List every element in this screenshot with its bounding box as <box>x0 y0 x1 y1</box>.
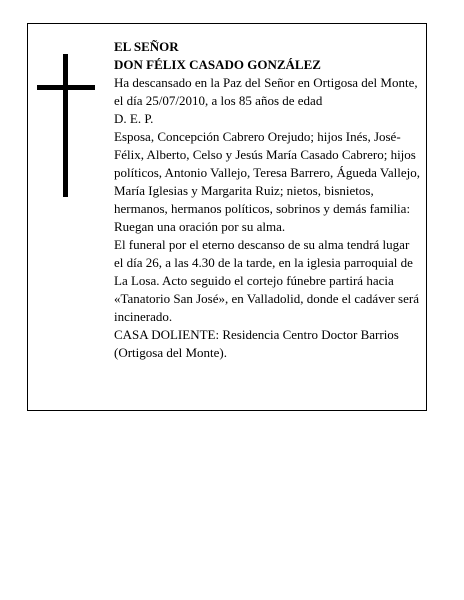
deceased-name: DON FÉLIX CASADO GONZÁLEZ <box>114 57 321 72</box>
death-info: Ha descansado en la Paz del Señor en Ortigosa del Monte, el día 25/07/2010, a los 85 años de edad <box>114 75 418 108</box>
prayer-request: Ruegan una oración por su alma. <box>114 219 286 234</box>
latin-cross-icon <box>63 54 68 197</box>
latin-cross-icon-bar <box>37 85 95 90</box>
family-members: Esposa, Concepción Cabrero Orejudo; hijos Inés, José-Félix, Alberto, Celso y Jesús María Casado Cabrero; hijos políticos, Antonio Vallejo, Teresa Barrero, Águeda Vallejo, María Iglesias y Margarita Ruiz; nietos, bisnietos, hermanos, hermanos políticos, sobrinos y demás familia: <box>114 129 420 216</box>
mourning-house: CASA DOLIENTE: Residencia Centro Doctor Barrios (Ortigosa del Monte). <box>114 327 399 360</box>
obituary-text <box>114 38 420 362</box>
funeral-details: El funeral por el eterno descanso de su alma tendrá lugar el día 26, a las 4.30 de la tarde, en la iglesia parroquial de La Losa. Acto seguido el cortejo fúnebre partirá hacia «Tanatorio San José», en Valladolid, donde el cadáver será incinerado. <box>114 237 419 324</box>
title-honorific: EL SEÑOR <box>114 39 179 54</box>
dep-abbreviation: D. E. P. <box>114 111 154 126</box>
